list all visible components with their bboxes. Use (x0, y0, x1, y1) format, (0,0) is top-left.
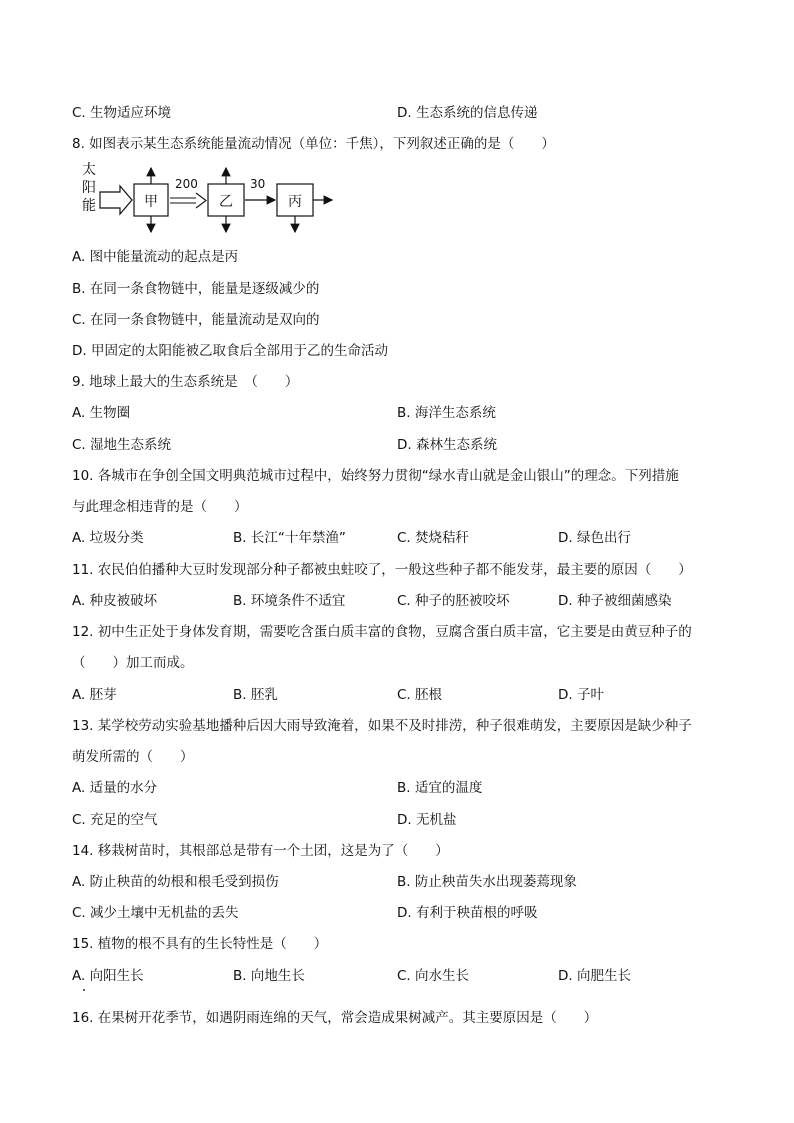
sun-char-2: 阳 (82, 180, 96, 196)
q9-stem: 9. 地球上最大的生态系统是 （ ） (72, 374, 299, 390)
q13-stem-line2: 萌发所需的（ ） (72, 749, 194, 765)
q12-stem-line2: （ ）加工而成。 (72, 655, 194, 671)
q11-option-a: A. 种皮被破坏 (72, 593, 158, 609)
q10-option-b: B. 长江“十年禁渔” (233, 530, 346, 546)
q13-stem-line1: 13. 某学校劳动实验基地播种后因大雨导致淹着，如果不及时排涝，种子很难萌发，主要原因是缺少种子 (72, 718, 692, 734)
q9-option-a: A. 生物圈 (72, 405, 131, 421)
box-bing-label: 丙 (288, 194, 302, 210)
q15-option-c: C. 向水生长 (397, 968, 470, 984)
sun-input-arrow (100, 186, 132, 214)
q7-option-d: D. 生态系统的信息传递 (397, 105, 538, 121)
flow-200-label: 200 (175, 177, 198, 191)
q8-option-d: D. 甲固定的太阳能被乙取食后全部用于乙的生命活动 (72, 343, 388, 359)
box-jia-label: 甲 (144, 194, 158, 210)
q11-stem: 11. 农民伯伯播种大豆时发现部分种子都被虫蛀咬了，一般这些种子都不能发芽，最主要的原因（ ） (72, 562, 692, 578)
q10-stem-line1: 10. 各城市在争创全国文明典范城市过程中，始终努力贯彻“绿水青山就是金山银山”的理念。下列措施 (72, 468, 679, 484)
q14-stem: 14. 移栽树苗时，其根部总是带有一个土团，这是为了（ ） (72, 843, 449, 859)
q9-option-c: C. 湿地生态系统 (72, 437, 172, 453)
q10-option-d: D. 绿色出行 (558, 530, 631, 546)
flow-30-label: 30 (250, 177, 266, 191)
flow-1-arrowhead (196, 193, 206, 208)
q13-option-d: D. 无机盐 (397, 812, 457, 828)
q16-stem: 16. 在果树开花季节，如遇阴雨连绵的天气，常会造成果树减产。其主要原因是（ ） (72, 1010, 598, 1026)
q8-option-b: B. 在同一条食物链中，能量是逐级减少的 (72, 281, 320, 297)
q9-option-d: D. 森林生态系统 (397, 437, 497, 453)
q12-option-b: B. 胚乳 (233, 687, 278, 703)
q7-option-c: C. 生物适应环境 (72, 105, 172, 121)
q14-option-a: A. 防止秧苗的幼根和根毛受到损伤 (72, 874, 279, 890)
q9-option-b: B. 海洋生态系统 (397, 405, 496, 421)
q15-option-a: A. 向阳生长 (72, 968, 144, 984)
q14-option-d: D. 有利于秧苗根的呼吸 (397, 905, 538, 921)
q10-stem-line2: 与此理念相违背的是（ ） (72, 499, 248, 515)
energy-flow-diagram (70, 158, 350, 238)
q12-option-c: C. 胚根 (397, 687, 443, 703)
q12-option-a: A. 胚芽 (72, 687, 117, 703)
q15-option-d: D. 向肥生长 (558, 968, 631, 984)
sun-char-3: 能 (82, 198, 96, 214)
q13-option-c: C. 充足的空气 (72, 812, 158, 828)
q12-stem-line1: 12. 初中生正处于身体发育期，需要吃含蛋白质丰富的食物，豆腐含蛋白质丰富，它主要是由黄豆种子的 (72, 624, 692, 640)
q11-option-b: B. 环境条件不适宜 (233, 593, 346, 609)
q10-option-a: A. 垃圾分类 (72, 530, 144, 546)
q13-option-a: A. 适量的水分 (72, 780, 158, 796)
q11-option-d: D. 种子被细菌感染 (558, 593, 672, 609)
q15-option-b: B. 向地生长 (233, 968, 305, 984)
q8-option-a: A. 图中能量流动的起点是丙 (72, 249, 239, 265)
sun-char-1: 太 (82, 162, 96, 178)
q10-option-c: C. 焚烧秸秆 (397, 530, 470, 546)
q11-option-c: C. 种子的胚被咬坏 (397, 593, 510, 609)
q13-option-b: B. 适宜的温度 (397, 780, 483, 796)
q12-option-d: D. 子叶 (558, 687, 604, 703)
q15-stem: 15. 植物的根不具有的生长特性是（ ） (72, 936, 328, 952)
q8-stem: 8. 如图表示某生态系统能量流动情况（单位：千焦），下列叙述正确的是（ ） (72, 136, 555, 152)
q14-option-c: C. 减少土壤中无机盐的丢失 (72, 905, 239, 921)
stray-dot (83, 989, 85, 991)
box-yi-label: 乙 (219, 194, 233, 210)
q14-option-b: B. 防止秧苗失水出现萎蔫现象 (397, 874, 577, 890)
q8-option-c: C. 在同一条食物链中，能量流动是双向的 (72, 312, 320, 328)
